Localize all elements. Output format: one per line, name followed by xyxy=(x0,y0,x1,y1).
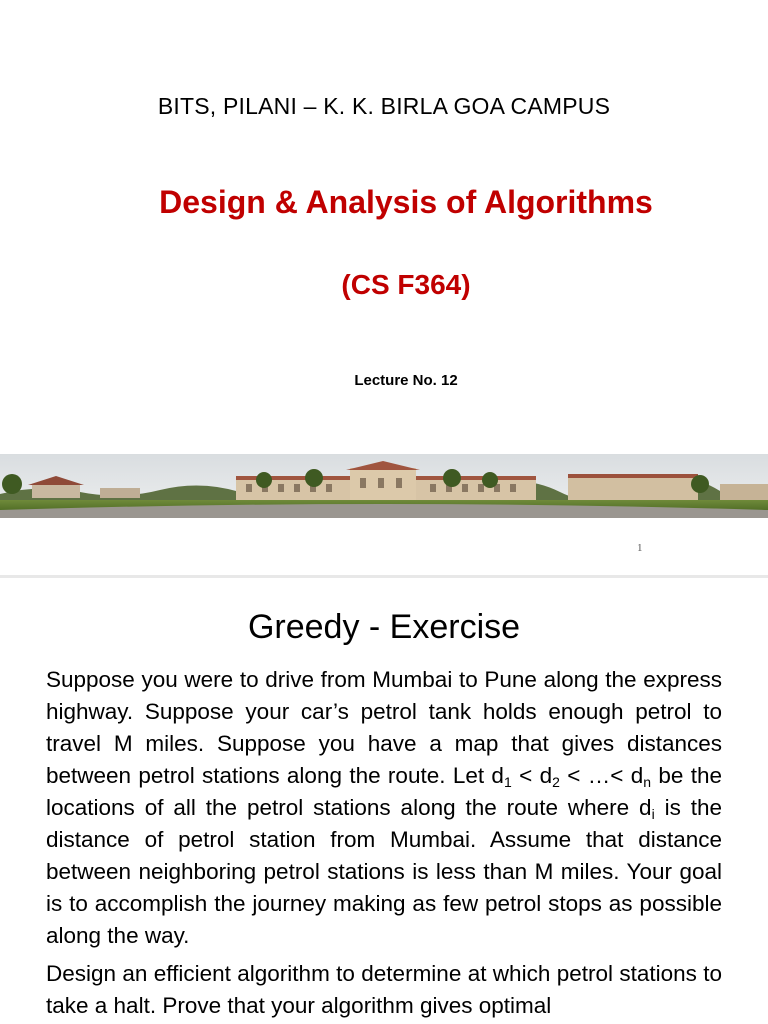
course-code: (CS F364) xyxy=(341,269,471,300)
campus-panorama-image xyxy=(0,454,768,518)
exercise-paragraph: Suppose you were to drive from Mumbai to Pune along the express highway. Suppose your car’s petrol tank holds enough petrol to travel M miles. Suppose you have a map that gives distances between petrol stations along the route. Let $d_1 < d_2$ < …< $d_n$ be the locations of all the petrol stations along the route where $d_i$ is the distance of petrol station from Mumbai. Assume that distance between neighboring petrol stations is less than M miles. Your goal is to accomplish the journey making as few petrol stops as possible along the way. xyxy=(46,667,723,948)
course-title: Design & Analysis of Algorithms xyxy=(159,184,653,220)
campus-heading: BITS, PILANI – K. K. BIRLA GOA CAMPUS xyxy=(157,93,611,119)
exercise-slide xyxy=(0,578,768,1024)
page-number: 1 xyxy=(637,542,643,554)
lecture-number: Lecture No. 12 xyxy=(354,372,458,389)
slide-title: Greedy - Exercise xyxy=(247,608,521,646)
task-paragraph: Design an efficient algorithm to determine at which petrol stations to take a halt. Prove that your algorithm gives optimal xyxy=(46,961,722,1018)
